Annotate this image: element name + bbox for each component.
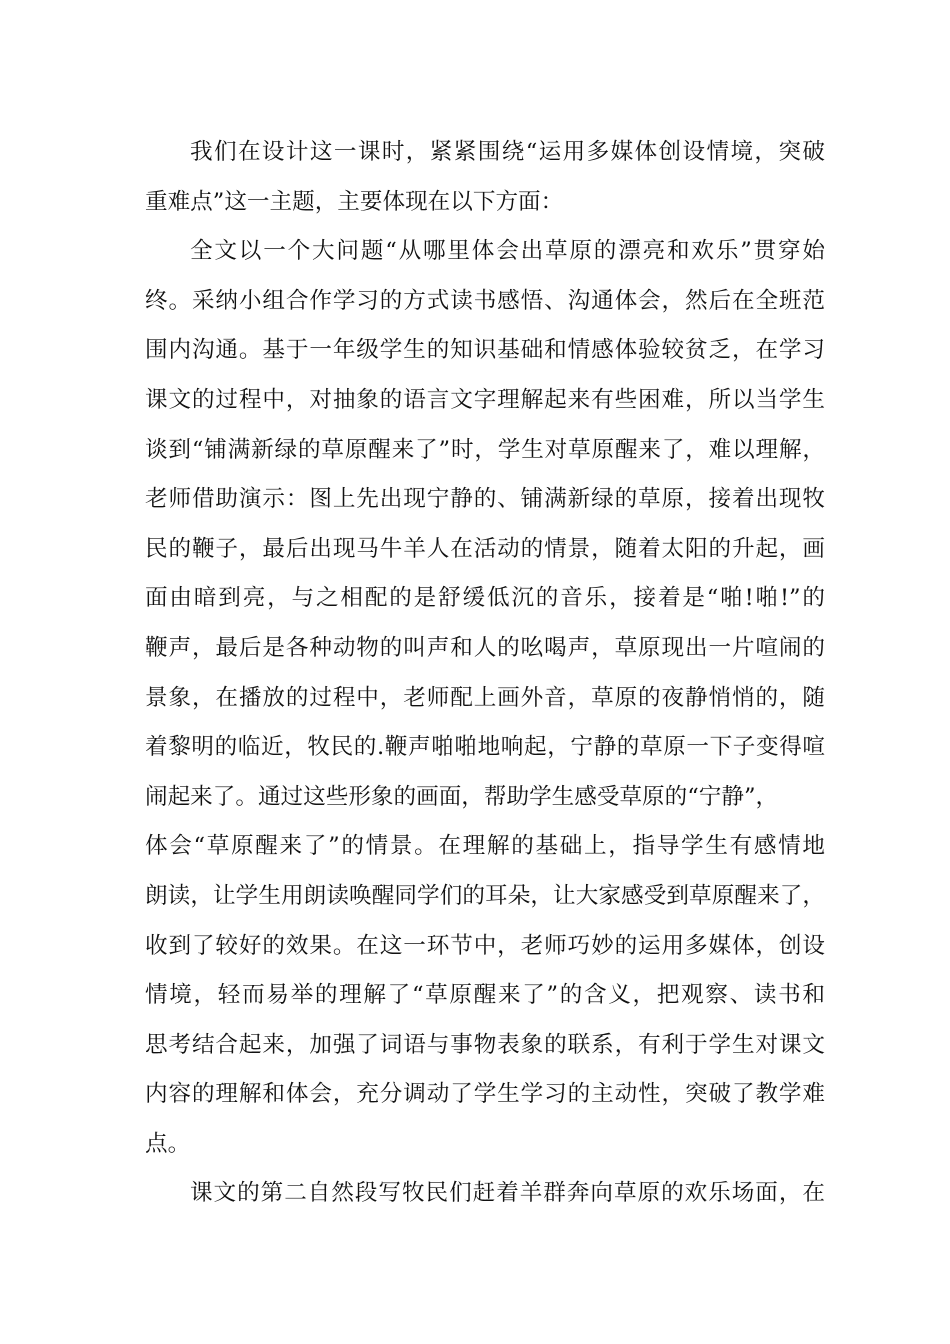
- text-line: 鞭声，最后是各种动物的叫声和人的吆喝声，草原现出一片喧闹的: [145, 634, 825, 661]
- text-line: 面由暗到亮，与之相配的是舒缓低沉的音乐，接着是“啪!啪!”的: [145, 585, 825, 612]
- text-line: 民的鞭子，最后出现马牛羊人在活动的情景，随着太阳的升起，画: [145, 535, 825, 562]
- text-line: 课文的过程中，对抽象的语言文字理解起来有些困难，所以当学生: [145, 386, 825, 413]
- paragraph-3: [145, 1169, 825, 1219]
- paragraph-2: [145, 227, 825, 1169]
- text-line: 景象，在播放的过程中，老师配上画外音，草原的夜静悄悄的，随: [145, 684, 825, 711]
- text-line: 谈到“铺满新绿的草原醒来了”时，学生对草原醒来了，难以理解，: [145, 436, 825, 463]
- text-line: 收到了较好的效果。在这一环节中，老师巧妙的运用多媒体，创设: [145, 932, 825, 959]
- text-line: 围内沟通。基于一年级学生的知识基础和情感体验较贫乏，在学习: [145, 337, 825, 364]
- text-line: 内容的理解和体会，充分调动了学生学习的主动性，突破了教学难: [145, 1081, 825, 1108]
- text-line: 思考结合起来，加强了词语与事物表象的联系，有利于学生对课文: [145, 1031, 825, 1058]
- text-line: 体会“草原醒来了”的情景。在理解的基础上，指导学生有感情地: [145, 833, 825, 860]
- text-line: 我们在设计这一课时，紧紧围绕“运用多媒体创设情境，突破: [190, 139, 825, 165]
- text-line: 课文的第二自然段写牧民们赶着羊群奔向草原的欢乐场面，在: [190, 1180, 825, 1207]
- text-line: 闹起来了。通过这些形象的画面，帮助学生感受草原的“宁静”，: [145, 783, 779, 810]
- text-line: 着黎明的临近，牧民的.鞭声啪啪地响起，宁静的草原一下子变得喧: [145, 734, 825, 761]
- text-line: 老师借助演示：图上先出现宁静的、铺满新绿的草原，接着出现牧: [145, 486, 825, 513]
- text-line: 点。: [145, 1130, 191, 1157]
- text-line: 朗读，让学生用朗读唤醒同学们的耳朵，让大家感受到草原醒来了，: [145, 882, 825, 909]
- document-body: [145, 128, 825, 1219]
- text-line: 情境，轻而易举的理解了“草原醒来了”的含义，把观察、读书和: [145, 982, 825, 1009]
- text-line: 终。采纳小组合作学习的方式读书感悟、沟通体会，然后在全班范: [145, 287, 825, 314]
- text-line: 重难点”这一主题，主要体现在以下方面：: [145, 188, 564, 215]
- paragraph-1: [145, 128, 825, 227]
- text-line: 全文以一个大问题“从哪里体会出草原的漂亮和欢乐”贯穿始: [190, 238, 825, 265]
